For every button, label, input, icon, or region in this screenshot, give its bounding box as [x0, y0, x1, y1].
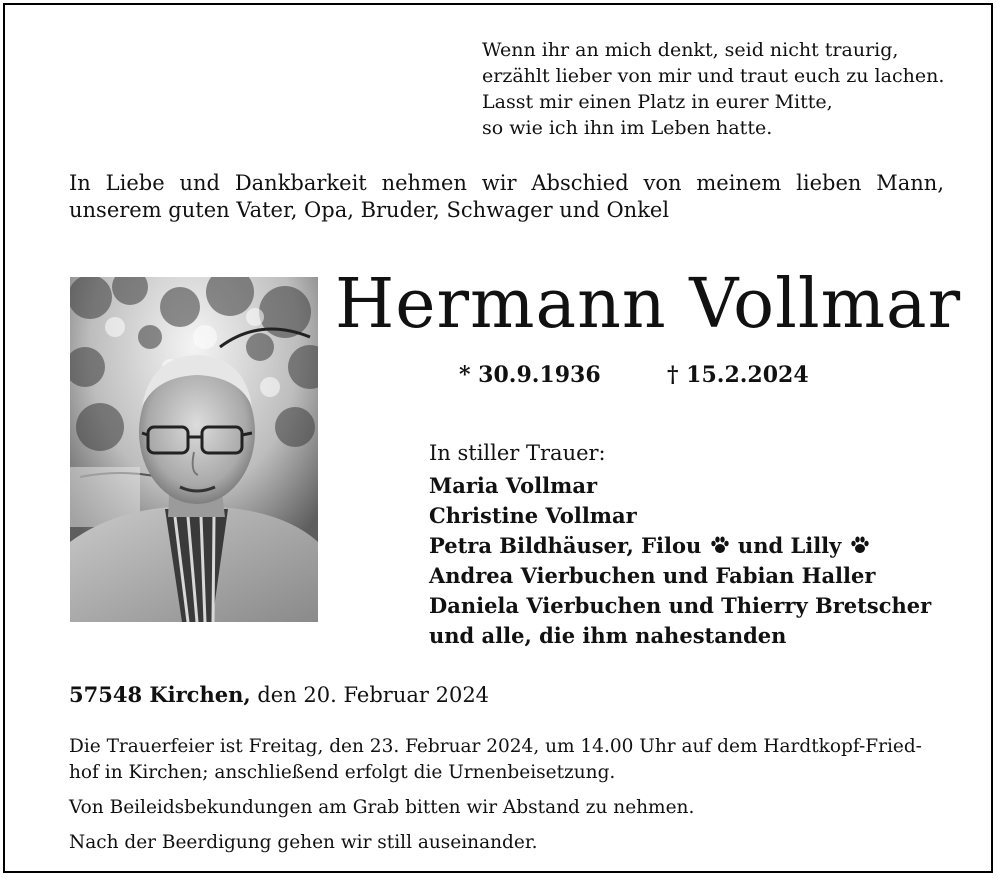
birth-date: * 30.9.1936	[459, 362, 601, 388]
mourner-name	[429, 531, 931, 561]
mourner-name: Christine Vollmar	[429, 503, 637, 528]
intro-text	[69, 170, 944, 224]
poem-line: erzählt lieber von mir und traut euch zu lachen.	[482, 65, 945, 87]
funeral-info	[69, 734, 922, 865]
funeral-line: hof in Kirchen; anschließend erfolgt die Urnenbeisetzung.	[69, 762, 616, 783]
paw-print-icon	[710, 536, 730, 554]
mourners-label: In stiller Trauer:	[429, 441, 606, 465]
poem-line: so wie ich ihn im Leben hatte.	[482, 117, 773, 139]
obituary-notice	[3, 3, 993, 873]
mourner-name: und alle, die ihm nahestanden	[429, 623, 787, 648]
intro-line: unserem guten Vater, Opa, Bruder, Schwager und Onkel	[69, 198, 670, 222]
mourner-name: Daniela Vierbuchen und Thierry Bretscher	[429, 593, 932, 618]
funeral-paragraph	[69, 734, 922, 786]
condolence-note: Von Beileidsbekundungen am Grab bitten wir Abstand zu nehmen.	[69, 797, 695, 818]
paw-print-icon	[850, 536, 870, 554]
poem-line: Wenn ihr an mich denkt, seid nicht traurig,	[482, 39, 899, 61]
mourner-name: Andrea Vierbuchen und Fabian Haller	[429, 563, 876, 588]
deceased-name: Hermann Vollmar	[335, 265, 962, 344]
intro-line: In Liebe und Dankbarkeit nehmen wir Abschied von meinem lieben Mann,	[69, 171, 944, 195]
poem	[482, 37, 944, 141]
closing-note: Nach der Beerdigung gehen wir still auseinander.	[69, 832, 538, 853]
place-city: 57548 Kirchen,	[69, 682, 251, 707]
mourner-text: und Lilly	[737, 533, 842, 558]
death-date: † 15.2.2024	[667, 362, 809, 388]
mourner-text: Petra Bildhäuser, Filou	[429, 533, 702, 558]
portrait-photo	[70, 277, 318, 622]
mourner-name: Maria Vollmar	[429, 473, 598, 498]
poem-line: Lasst mir einen Platz in eurer Mitte,	[482, 91, 833, 113]
place-date	[69, 682, 489, 707]
mourners-list	[429, 471, 931, 651]
place-date-text: den 20. Februar 2024	[257, 683, 490, 707]
funeral-line: Die Trauerfeier ist Freitag, den 23. Februar 2024, um 14.00 Uhr auf dem Hardtkopf-Fried-	[69, 736, 922, 757]
